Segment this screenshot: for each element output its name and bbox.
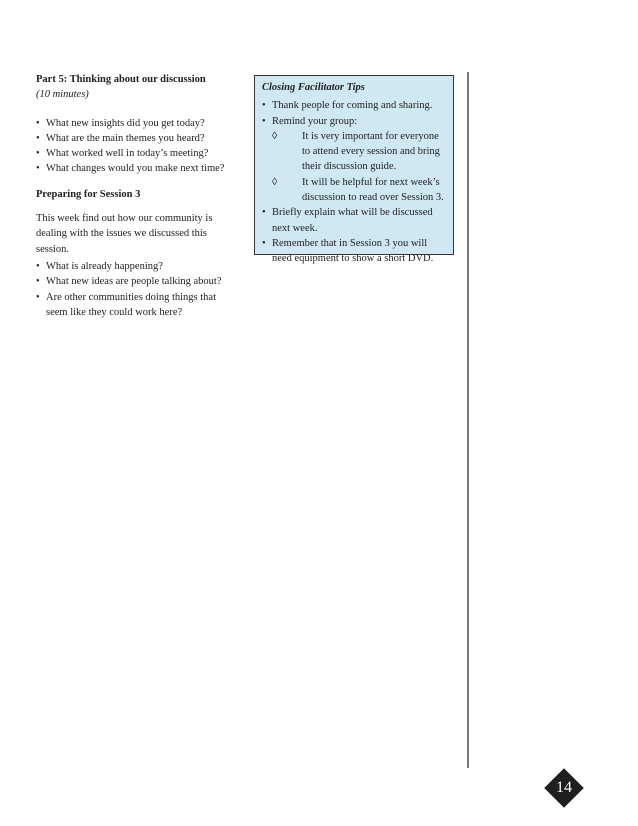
sublist-item-label: It will be helpful for next week’s discussion to read over Session 3. [302,176,444,204]
part5-question-list [36,116,236,177]
list-item: • Briefly explain what will be discussed next week. [262,205,447,236]
list-item: • Thank people for coming and sharing. [262,98,447,113]
list-item: • What worked well in today’s meeting? [36,146,236,161]
list-item: • What is already happening? [36,259,236,274]
list-item: • What are the main themes you heard? [36,131,236,146]
list-item: • What new insights did you get today? [36,116,236,131]
part5-heading: Part 5: Thinking about our discussion [36,74,206,85]
list-item: • Remember that in Session 3 you will need equipment to show a short DVD. [262,236,447,267]
vertical-divider [467,72,469,768]
tips-title: Closing Facilitator Tips [262,82,365,93]
page-number: 14 [556,779,572,796]
list-item: • What new ideas are people talking about? [36,274,236,289]
page-number-badge [544,768,584,808]
tips-list [262,98,447,266]
diamond-icon: ◊ [272,130,278,142]
diamond-icon: ◊ [272,176,278,188]
part5-duration: (10 minutes) [36,89,89,101]
list-item: • What changes would you make next time? [36,161,236,176]
sublist-item-label: It is very important for everyone to attend every session and bring their discussion guide. [302,130,440,173]
session3-question-list [36,259,236,320]
session3-intro: This week find out how our community is dealing with the issues we discussed this session. [36,213,213,255]
sublist-item [272,129,447,175]
left-column [36,72,236,320]
list-item: • Are other communities doing things that seem like they could work here? [36,290,236,321]
facilitator-tips-box [254,75,454,265]
sublist-item [272,175,447,206]
list-item [262,114,447,206]
tips-sublist [272,129,447,205]
list-item-label: Remind your group: [272,115,358,127]
session3-heading: Preparing for Session 3 [36,188,141,200]
